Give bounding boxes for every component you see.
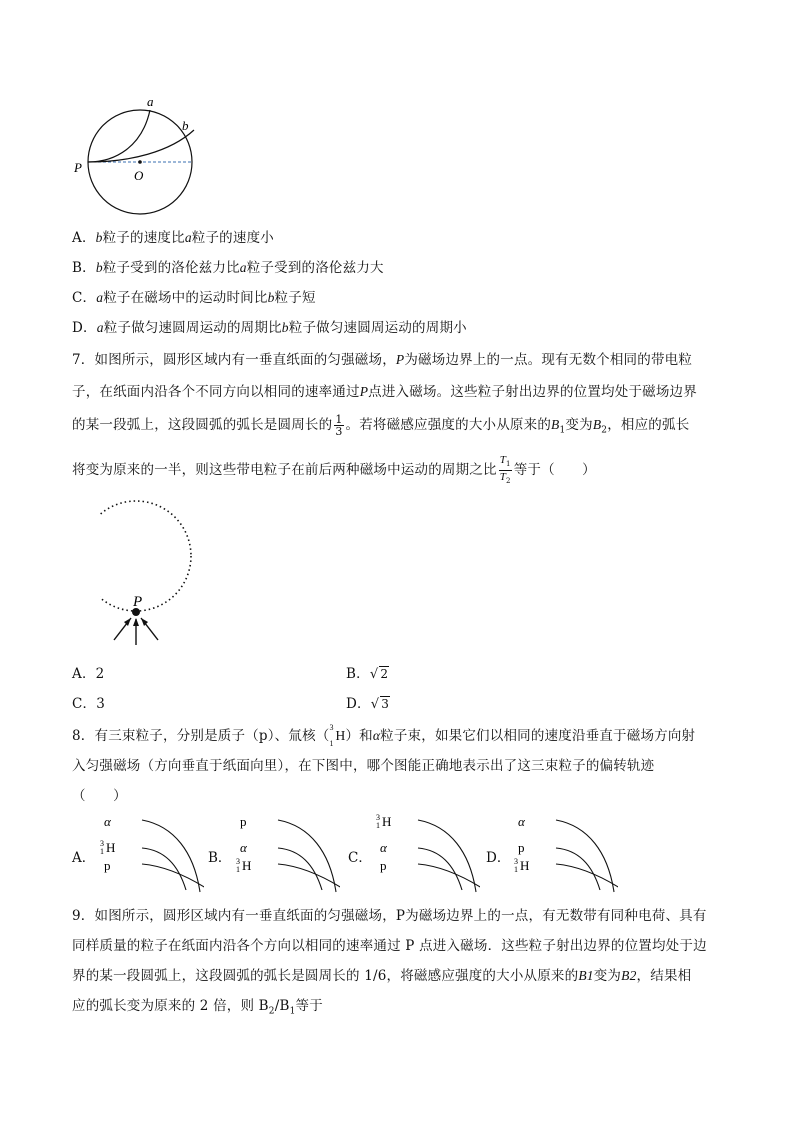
particle-label: p <box>240 814 247 829</box>
nuc-mass-number: 3 <box>376 813 380 822</box>
q6-option-c[interactable]: C．a粒子在磁场中的运动时间比b粒子短 <box>72 290 316 306</box>
particle-label: α <box>240 840 247 855</box>
tritium-symbol: 3 1 H <box>329 723 346 748</box>
trajectory-diagram <box>370 812 480 896</box>
q9-line-4: 应的弧长变为原来的 2 倍，则 $B_2/B_1$等于 <box>72 998 323 1017</box>
nuc-charge-number: 1 <box>514 865 518 874</box>
q8-option-d[interactable] <box>484 812 614 896</box>
particle-label: H <box>520 858 530 873</box>
option-label: A． <box>72 850 96 866</box>
trajectory-curve <box>556 848 600 890</box>
label-O: O <box>134 168 144 183</box>
option-label: D． <box>486 850 511 866</box>
option-label: C． <box>348 850 372 866</box>
particle-label: p <box>380 858 387 873</box>
q7-option-c[interactable]: C．3 <box>72 696 106 712</box>
q6-option-a[interactable]: A．b粒子的速度比a粒子的速度小 <box>72 230 274 246</box>
center-dot <box>138 160 142 164</box>
particle-label: α <box>380 840 387 855</box>
q6-figure <box>70 92 210 224</box>
trajectory-diagram <box>94 812 204 896</box>
q7-option-a[interactable]: A．2 <box>72 666 105 682</box>
nuc-mass-number: 3 <box>514 857 518 866</box>
trajectory-diagram <box>508 812 618 896</box>
q6-option-d[interactable]: D．a粒子做匀速圆周运动的周期比b粒子做匀速圆周运动的周期小 <box>72 320 467 336</box>
particle-label: H <box>242 858 252 873</box>
dotted-field-circle <box>100 501 191 611</box>
q8-option-b[interactable] <box>206 812 336 896</box>
q7-line-1: 7．如图所示，圆形区域内有一垂直纸面的匀强磁场，P为磁场边界上的一点。现有无数个相同的带电粒 <box>72 352 693 368</box>
q8-option-c[interactable] <box>346 812 476 896</box>
q8-options <box>70 812 630 896</box>
trajectory-curve <box>418 820 476 892</box>
q6-option-b[interactable]: B．b粒子受到的洛伦兹力比a粒子受到的洛伦兹力大 <box>72 260 384 276</box>
trajectory-a <box>88 110 150 162</box>
q9-line-2: 同样质量的粒子在纸面内沿各个方向以相同的速率通过 P 点进入磁场．这些粒子射出边界的位置均处于边 <box>72 938 707 954</box>
trajectory-curve <box>142 848 186 890</box>
trajectory-b <box>88 130 194 162</box>
nuc-mass-number: 3 <box>236 857 240 866</box>
trajectory-curve <box>556 820 614 892</box>
q7-figure <box>100 495 210 655</box>
nuc-charge-number: 1 <box>376 821 380 830</box>
label-P: P <box>74 160 82 175</box>
particle-label: p <box>104 858 111 873</box>
q8-line-3: （ ） <box>72 788 127 804</box>
fraction-one-third: $\frac{1}{3}$ <box>335 413 343 438</box>
q8-option-a[interactable] <box>70 812 200 896</box>
q7-line-2: 子，在纸面内沿各个不同方向以相同的速率通过P点进入磁场。这些粒子射出边界的位置均处于磁场边界 <box>72 384 697 400</box>
nuc-mass-number: 3 <box>100 839 104 848</box>
q7-line-4: 将变为原来的一半，则这些带电粒子在前后两种磁场中运动的周期之比 $\frac{T_1}{T_2}$ 等于（ ） <box>72 454 596 486</box>
label-a: a <box>147 94 154 109</box>
q8-line-1: 8．有三束粒子，分别是质子（p）、氚核（ 3 1 H）和α粒子束，如果它们以相同的速度沿垂直于磁场方向射 <box>72 723 696 748</box>
nuc-charge-number: 1 <box>100 847 104 856</box>
q8-line-2: 入匀强磁场（方向垂直于纸面向里），在下图中，哪个图能正确地表示出了这三束粒子的偏转轨迹 <box>72 758 655 774</box>
trajectory-curve <box>278 820 336 892</box>
trajectory-curve <box>278 848 322 890</box>
q7-option-d[interactable]: D．√ 3 <box>346 696 390 712</box>
particle-label: H <box>106 840 116 855</box>
particle-label: H <box>382 814 392 829</box>
label-P-q7: P <box>133 594 143 610</box>
particle-label: p <box>518 840 525 855</box>
trajectory-curve <box>142 820 200 892</box>
particle-label: α <box>104 814 111 829</box>
q7-option-b[interactable]: B．√ 2 <box>346 666 389 682</box>
option-label: B． <box>208 850 232 866</box>
label-b: b <box>182 118 189 133</box>
trajectory-curve <box>418 848 462 890</box>
fraction-t1-t2: $\frac{T_1}{T_2}$ <box>499 454 511 486</box>
q9-line-1: 9．如图所示，圆形区域内有一垂直纸面的匀强磁场，P为磁场边界上的一点，有无数带有同种电荷、具有 <box>72 908 707 924</box>
trajectory-diagram <box>230 812 340 896</box>
particle-label: α <box>518 814 525 829</box>
q9-line-3: 界的某一段圆弧上，这段圆弧的弧长是圆周长的 1/6，将磁感应强度的大小从原来的B1变为B2，结果相 <box>72 968 692 984</box>
q7-line-3: 的某一段弧上，这段圆弧的弧长是圆周长的 $\frac{1}{3}$ 。若将磁感应强度的大小从原来的$B_1$变为$B_2$，相应的弧长 <box>72 413 690 438</box>
nuc-charge-number: 1 <box>236 865 240 874</box>
